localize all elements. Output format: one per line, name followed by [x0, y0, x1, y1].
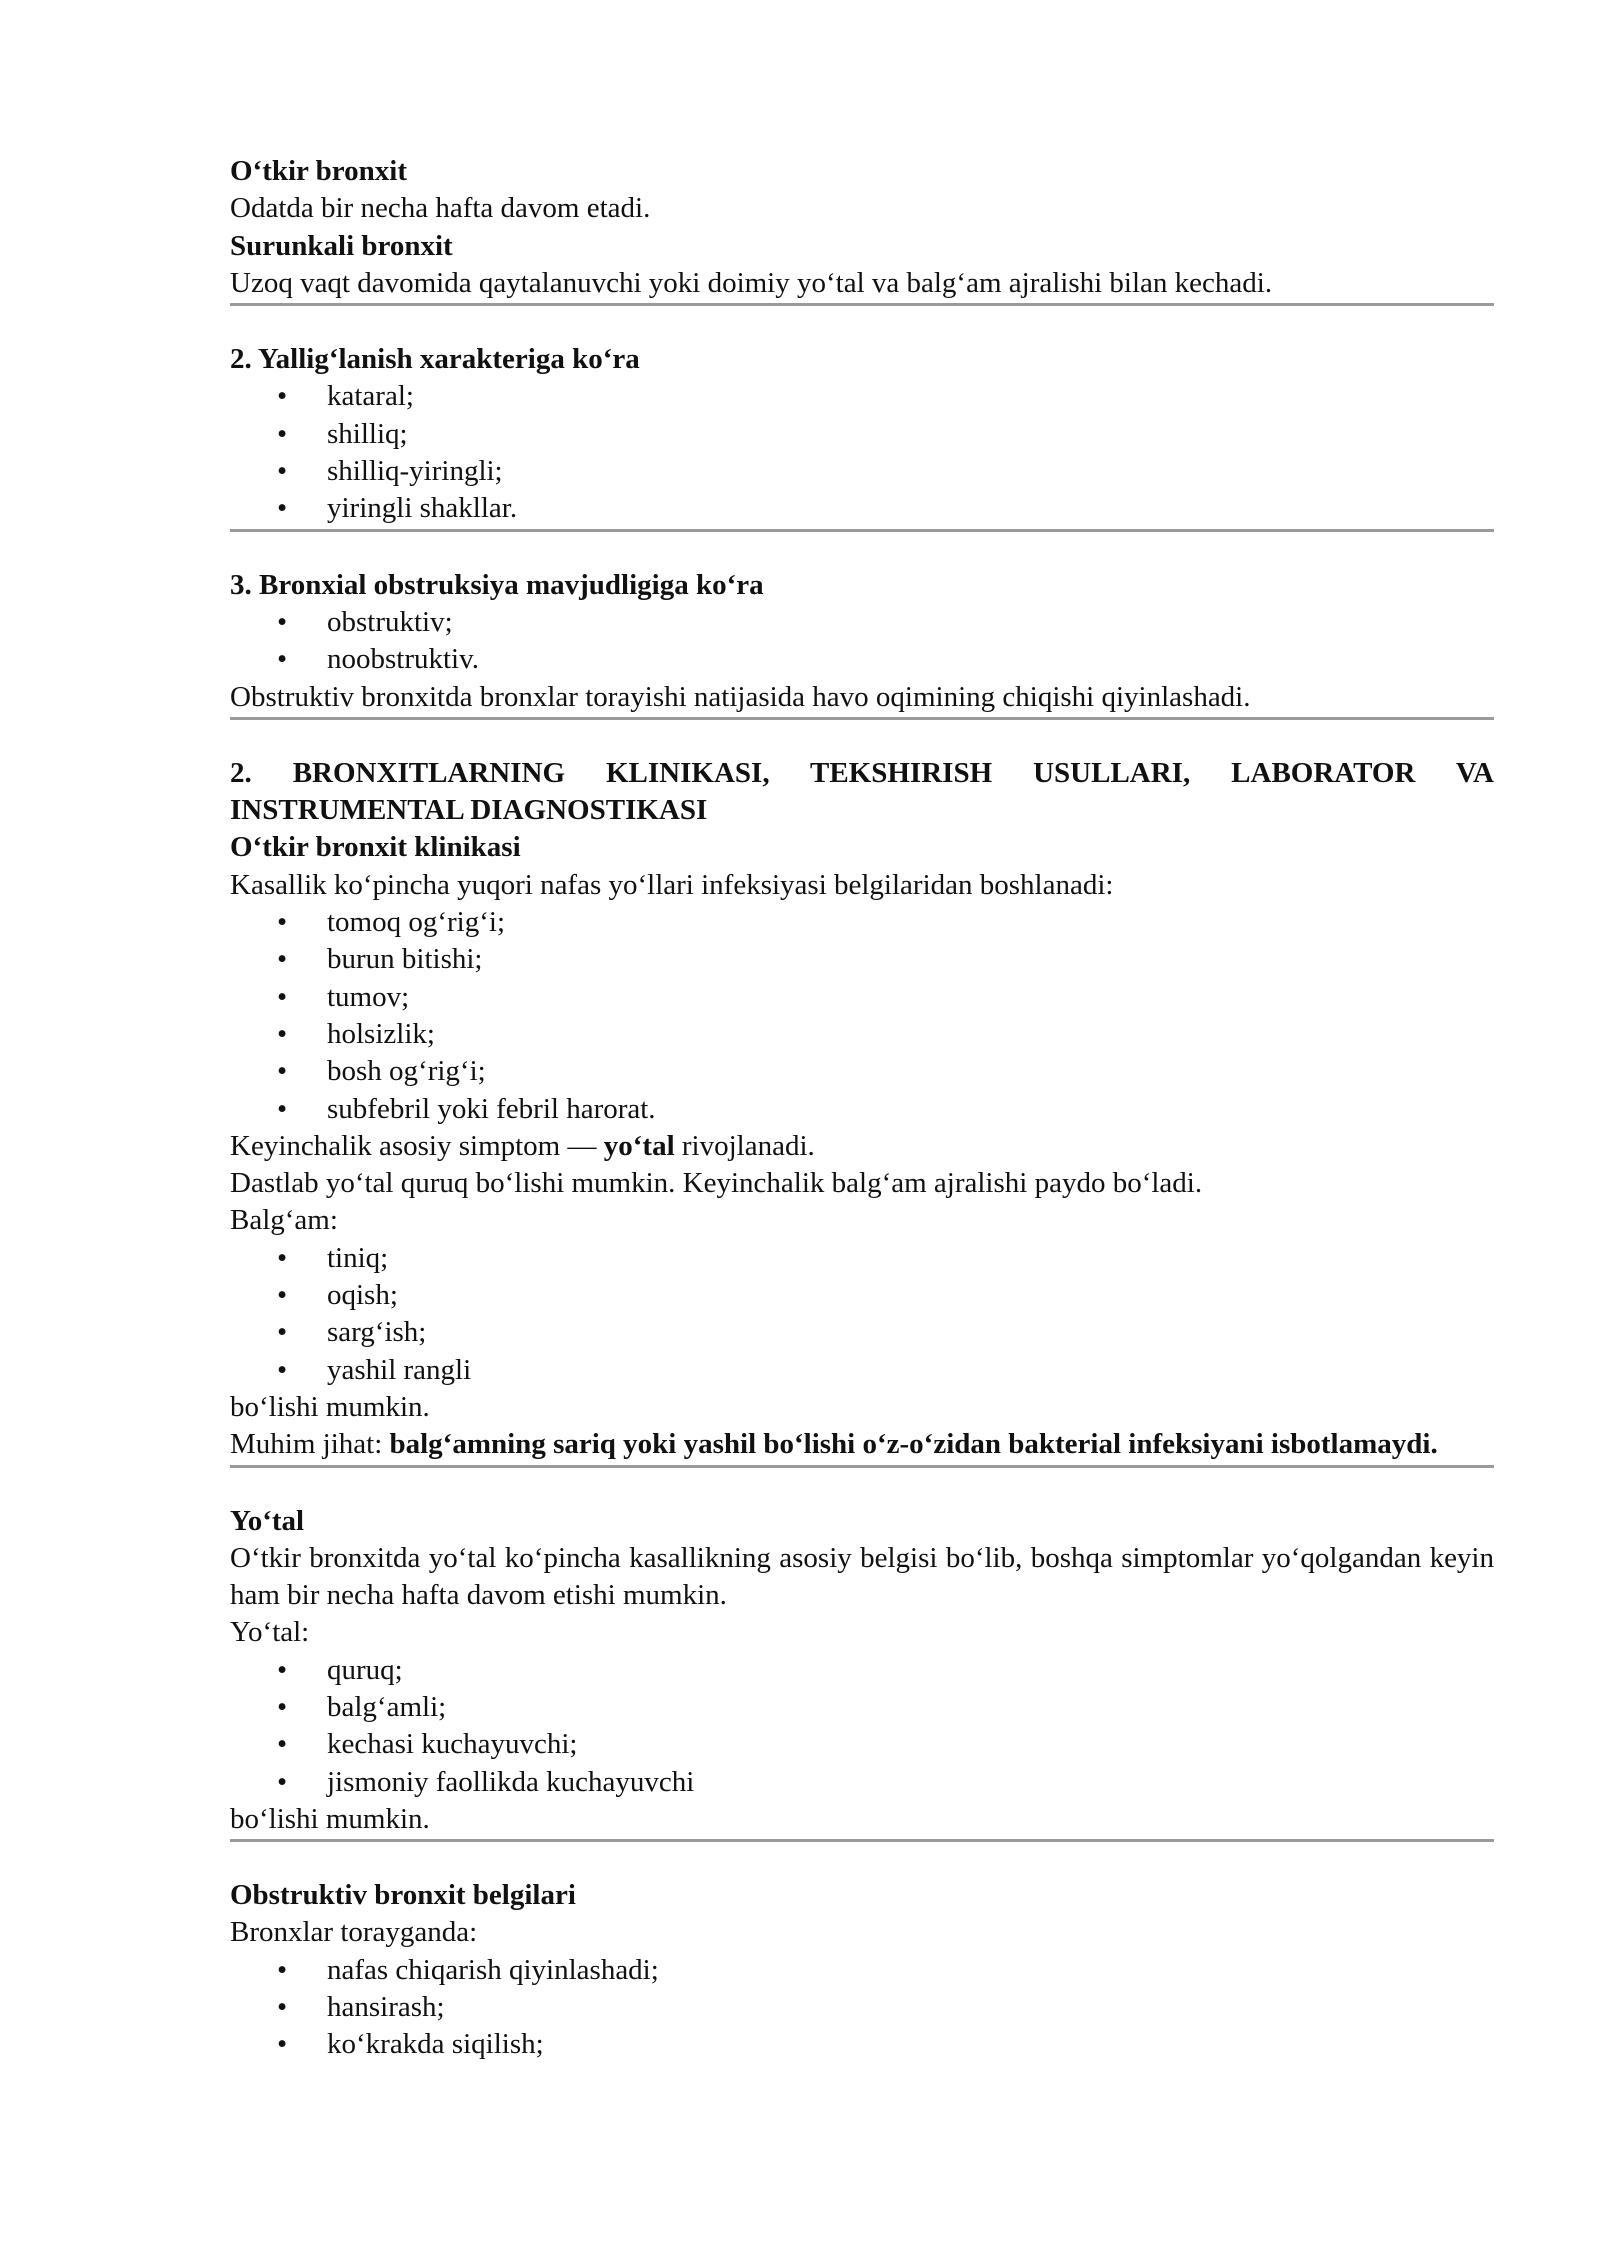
list-item: • hansirash; [230, 1989, 1494, 2026]
bold-statement: balg‘amning sariq yoki yashil bo‘lishi o‘z-o‘zidan bakterial infeksiyani isbotlamaydi. [389, 1428, 1438, 1461]
section-divider [230, 529, 1494, 532]
list-item: • oqish; [230, 1277, 1494, 1314]
text: Muhim jihat: [230, 1428, 390, 1461]
list-item: • obstruktiv; [230, 604, 1494, 641]
list-item: • kechasi kuchayuvchi; [230, 1726, 1494, 1763]
paragraph: bo‘lishi mumkin. [230, 1390, 430, 1423]
section-divider [230, 717, 1494, 720]
text: rivojlanadi. [674, 1129, 815, 1162]
section-divider [230, 1839, 1494, 1842]
list-item: • nafas chiqarish qiyinlashadi; [230, 1952, 1494, 1989]
list-item: • noobstruktiv. [230, 641, 1494, 678]
paragraph: Kasallik ko‘pincha yuqori nafas yo‘llari infeksiyasi belgilaridan boshlanadi: [230, 868, 1114, 901]
paragraph: bo‘lishi mumkin. [230, 1802, 430, 1835]
list-item: • quruq; [230, 1652, 1494, 1689]
list-item: • subfebril yoki febril harorat. [230, 1091, 1494, 1128]
paragraph: Bronxlar torayganda: [230, 1916, 478, 1949]
paragraph: O‘tkir bronxitda yo‘tal ko‘pincha kasallikning asosiy belgisi bo‘lib, boshqa simptomlar yo‘qolgandan keyin ham bir necha hafta davom etishi mumkin. [230, 1541, 1494, 1612]
list-item: • tiniq; [230, 1240, 1494, 1277]
bullet-list [230, 1652, 1494, 1801]
paragraph-main-symptom [230, 1128, 1494, 1165]
bullet-list [230, 378, 1494, 527]
paragraph: Obstruktiv bronxitda bronxlar torayishi natijasida havo oqimining chiqishi qiyinlashadi. [230, 680, 1251, 713]
list-item: • balg‘amli; [230, 1689, 1494, 1726]
heading-acute-bronchitis: O‘tkir bronxit [230, 155, 407, 187]
bullet-list [230, 1240, 1494, 1389]
list-item: • bosh og‘rig‘i; [230, 1053, 1494, 1090]
list-item: • tomoq og‘rig‘i; [230, 904, 1494, 941]
list-item: • shilliq; [230, 416, 1494, 453]
paragraph-label: Yo‘tal: [230, 1616, 310, 1649]
list-item: • ko‘krakda siqilish; [230, 2026, 1494, 2063]
bullet-list [230, 1952, 1494, 2064]
heading-chronic-bronchitis: Surunkali bronxit [230, 229, 453, 262]
heading-inflammation-type: 2. Yallig‘lanish xarakteriga ko‘ra [230, 343, 640, 376]
section-divider [230, 1465, 1494, 1468]
paragraph: Odatda bir necha hafta davom etadi. [230, 192, 651, 225]
paragraph: Dastlab yo‘tal quruq bo‘lishi mumkin. Keyinchalik balg‘am ajralishi paydo bo‘ladi. [230, 1167, 1203, 1200]
list-item: • sarg‘ish; [230, 1314, 1494, 1351]
heading-obstruction: 3. Bronxial obstruksiya mavjudligiga ko‘ra [230, 568, 764, 601]
list-item: • kataral; [230, 378, 1494, 415]
list-item: • tumov; [230, 979, 1494, 1016]
bold-term: yo‘tal [603, 1129, 675, 1162]
important-note [230, 1426, 1494, 1463]
bullet-list [230, 904, 1494, 1128]
bullet-list [230, 604, 1494, 679]
list-item: • holsizlik; [230, 1016, 1494, 1053]
section-divider [230, 303, 1494, 306]
heading-acute-clinic: O‘tkir bronxit klinikasi [230, 831, 521, 864]
paragraph-label: Balg‘am: [230, 1204, 338, 1237]
section-heading-clinic: 2. BRONXITLARNING KLINIKASI, TEKSHIRISH USULLARI, LABORATOR VA INSTRUMENTAL DIAGNOSTIKASI [230, 756, 1494, 827]
paragraph: Uzoq vaqt davomida qaytalanuvchi yoki doimiy yo‘tal va balg‘am ajralishi bilan kechadi. [230, 266, 1273, 299]
list-item: • jismoniy faollikda kuchayuvchi [230, 1764, 1494, 1801]
text: Keyinchalik asosiy simptom — [230, 1129, 604, 1162]
heading-obstructive-signs: Obstruktiv bronxit belgilari [230, 1879, 576, 1912]
list-item: • burun bitishi; [230, 941, 1494, 978]
list-item: • yiringli shakllar. [230, 490, 1494, 527]
list-item: • yashil rangli [230, 1352, 1494, 1389]
heading-cough: Yo‘tal [230, 1504, 305, 1537]
list-item: • shilliq-yiringli; [230, 453, 1494, 490]
